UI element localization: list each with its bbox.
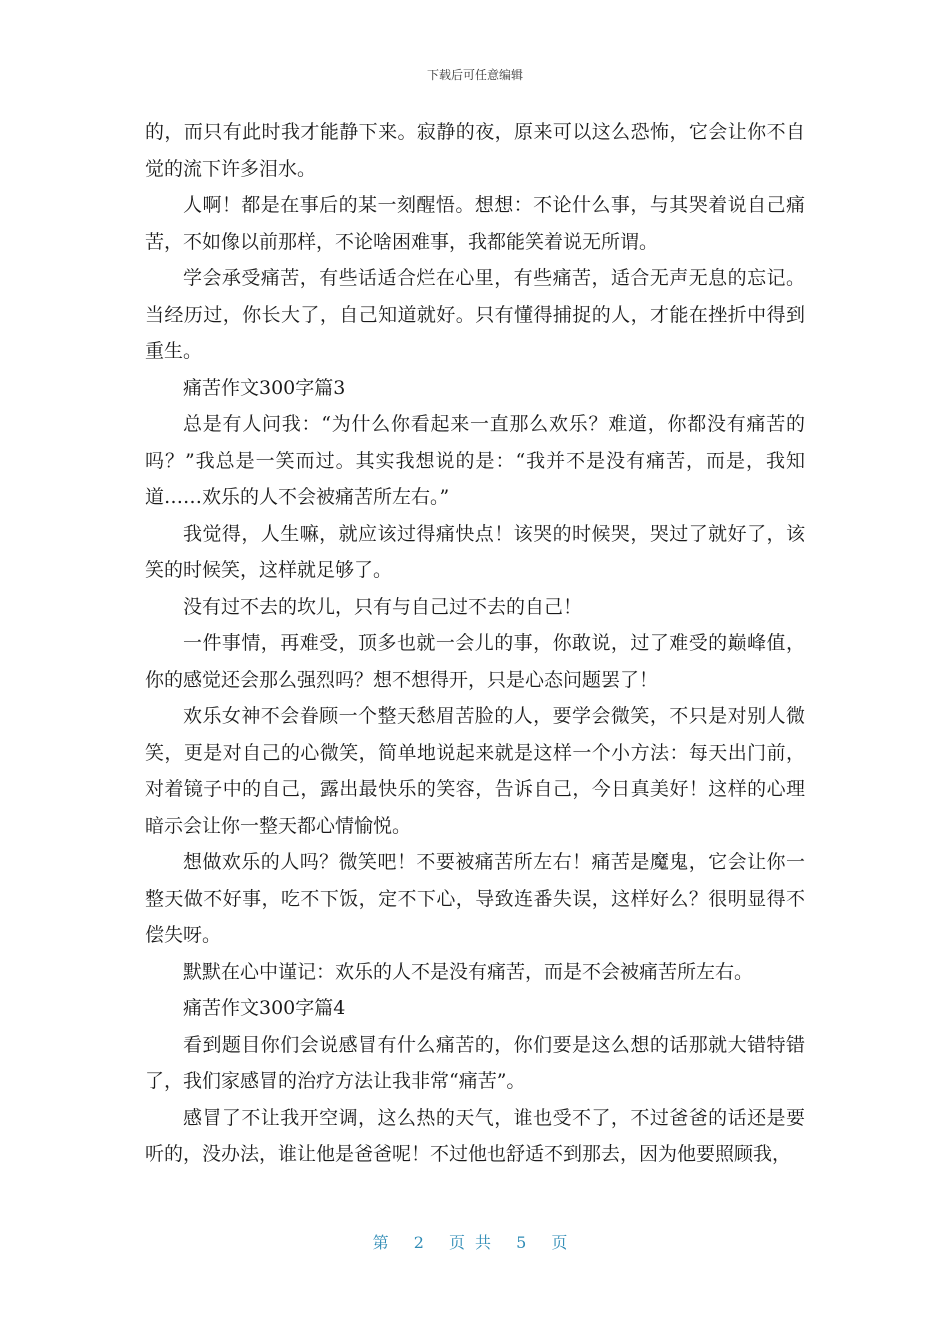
body-paragraph: 的，而只有此时我才能静下来。寂静的夜，原来可以这么恐怖，它会让你不自觉的流下许多泪水。	[145, 121, 805, 180]
body-paragraph: 看到题目你们会说感冒有什么痛苦的，你们要是这么想的话那就大错特错了，我们家感冒的治疗方法让我非常“痛苦”。	[145, 1033, 805, 1092]
section-heading: 痛苦作文300字篇4	[183, 997, 346, 1019]
page-header-note: 下载后可任意编辑	[426, 68, 523, 82]
body-paragraph: 人啊！都是在事后的某一刻醒悟。想想：不论什么事，与其哭着说自己痛苦，不如像以前那样，不论啥困难事，我都能笑着说无所谓。	[145, 194, 805, 253]
body-paragraph: 一件事情，再难受，顶多也就一会儿的事，你敢说，过了难受的巅峰值，你的感觉还会那么强烈吗？想不想得开，只是心态问题罢了！	[145, 632, 805, 691]
page-footer: 第 2 页共 5 页	[372, 1233, 578, 1252]
body-paragraph: 默默在心中谨记：欢乐的人不是没有痛苦，而是不会被痛苦所左右。	[183, 960, 754, 983]
body-paragraph: 想做欢乐的人吗？微笑吧！不要被痛苦所左右！痛苦是魔鬼，它会让你一整天做不好事，吃不下饭，定不下心，导致连番失误，这样好么？很明显得不偿失呀。	[145, 851, 805, 946]
body-paragraph: 感冒了不让我开空调，这么热的天气，谁也受不了，不过爸爸的话还是要听的，没办法，谁让他是爸爸呢！不过他也舒适不到那去，因为他要照顾我，	[145, 1106, 805, 1165]
body-paragraph: 没有过不去的坎儿，只有与自己过不去的自己！	[183, 595, 583, 618]
body-paragraph: 欢乐女神不会眷顾一个整天愁眉苦脸的人，要学会微笑，不只是对别人微笑，更是对自己的心微笑，简单地说起来就是这样一个小方法：每天出门前，对着镜子中的自己，露出最快乐的笑容，告诉自己，今日真美好！这样的心理暗示会让你一整天都心情愉悦。	[145, 705, 805, 837]
body-paragraph: 学会承受痛苦，有些话适合烂在心里，有些痛苦，适合无声无息的忘记。当经历过，你长大了，自己知道就好。只有懂得捕捉的人，才能在挫折中得到重生。	[145, 267, 805, 362]
document-body	[145, 114, 805, 1173]
section-heading: 痛苦作文300字篇3	[183, 376, 346, 399]
body-paragraph: 我觉得，人生嘛，就应该过得痛快点！该哭的时候哭，哭过了就好了，该笑的时候笑，这样就足够了。	[145, 522, 805, 581]
body-paragraph: 总是有人问我：“为什么你看起来一直那么欢乐？难道，你都没有痛苦的吗？”我总是一笑而过。其实我想说的是：“我并不是没有痛苦，而是，我知道……欢乐的人不会被痛苦所左右。”	[145, 413, 805, 508]
